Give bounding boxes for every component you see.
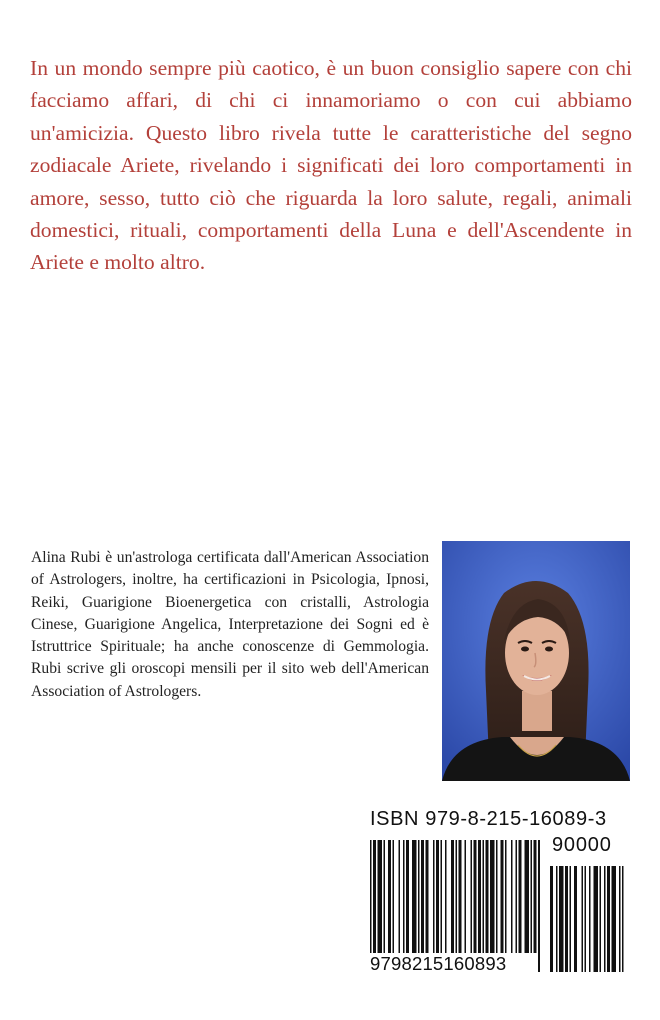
ean-digits: 9798215160893 [370, 953, 538, 975]
author-bio: Alina Rubi è un'astrologa certificata dall'American Association of Astrologers, inoltre, ha certificazioni in Psicologia, Ipnosi, Reiki, Guarigione Bioenergetica con cristalli, Astrologia Cinese, Guarigione Angelica, Interpretazione dei Sogni ed è Istruttrice Spirituale; ha anche conoscenze di Gemmologia. Rubi scrive gli oroscopi mensili per il sito web dell'American Association of Astrologers. [31, 549, 429, 700]
isbn-label: ISBN 979-8-215-16089-3 [370, 808, 607, 830]
price-code: 90000 [552, 834, 612, 856]
book-blurb: In un mondo sempre più caotico, è un buon consiglio sapere con chi facciamo affari, di chi ci innamoriamo o con cui abbiamo un'amicizia. Questo libro rivela tutte le caratteristiche del segno zodiacale Ariete, rivelando i significati dei loro comportamenti in amore, sesso, tutto ciò che riguarda la loro salute, regali, animali domestici, rituali, comportamenti della Luna e dell'Ascendente in Ariete e molto altro. [30, 56, 632, 275]
author-photo [442, 541, 630, 781]
